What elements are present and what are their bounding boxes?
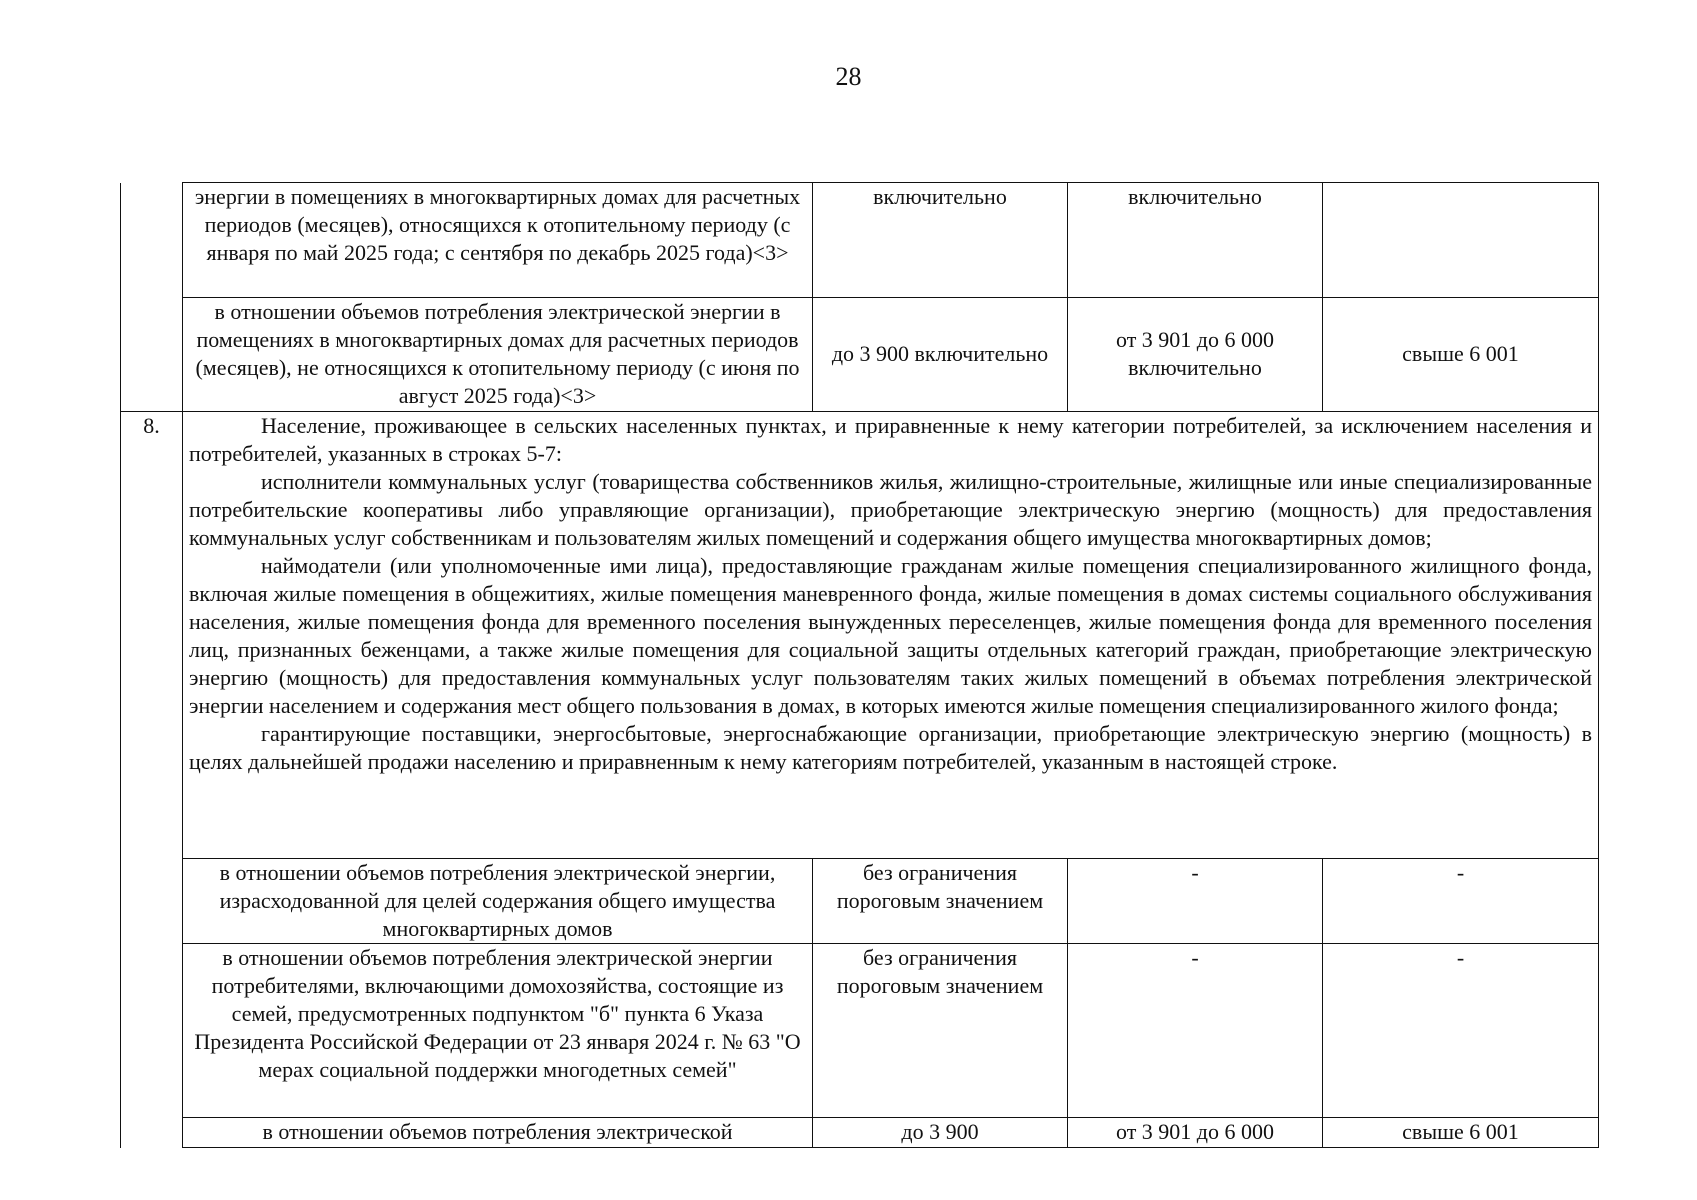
paragraph: гарантирующие поставщики, энергосбытовые, энергоснабжающие организации, приобретающие электрическую энергию (мощность) в целях дальнейшей продажи населению и приравненным к нему категориям потребителей, указанным в настоящей строке. [189,720,1592,774]
row-description: в отношении объемов потребления электрической энергии, израсходованной для целей содержания общего имущества многоквартирных домов [183,858,813,944]
table-row [121,297,1599,411]
table-row [121,944,1599,1117]
range-col-2: от 3 901 до 6 000 включительно [1068,297,1323,411]
row-description: в отношении объемов потребления электрической энергии в помещениях в многоквартирных домах для расчетных периодов (месяцев), не относящихся к отопительному периоду (с июня по август 2025 года)<3> [183,297,813,411]
range-col-3: - [1323,944,1599,1117]
table-row [121,1117,1599,1147]
range-col-3 [1323,183,1599,298]
table-row [121,183,1599,298]
page-number: 28 [835,62,862,91]
table-row [121,411,1599,858]
row-number-cell [121,1117,183,1147]
range-col-3: - [1323,858,1599,944]
range-col-1: без ограничения пороговым значением [813,858,1068,944]
row-number-cell [121,297,183,411]
range-col-1: до 3 900 включительно [813,297,1068,411]
range-col-3: свыше 6 001 [1323,1117,1599,1147]
paragraph: исполнители коммунальных услуг (товарищества собственников жилья, жилищно-строительные, жилищные или иные специализированные потребительские кооперативы либо управляющие организации), приобретающие электрическую энергию (мощность) для предоставления коммунальных услуг собственникам и пользователям жилых помещений и содержания общего имущества многоквартирных домов; [189,468,1592,550]
range-col-2: - [1068,944,1323,1117]
range-col-2: от 3 901 до 6 000 [1068,1117,1323,1147]
row-number-cell [121,183,183,298]
row-description: энергии в помещениях в многоквартирных домах для расчетных периодов (месяцев), относящихся к отопительному периоду (с января по май 2025 года; с сентября по декабрь 2025 года)<3> [183,183,813,298]
range-col-2: - [1068,858,1323,944]
row-number: 8. [121,411,183,858]
range-col-3: свыше 6 001 [1323,297,1599,411]
tariff-table [120,182,1599,1148]
range-col-1: включительно [813,183,1068,298]
range-col-2: включительно [1068,183,1323,298]
paragraph: Население, проживающее в сельских населенных пунктах, и приравненные к нему категории потребителей, за исключением населения и потребителей, указанных в строках 5-7: [189,412,1592,466]
table-row [121,858,1599,944]
paragraph: наймодатели (или уполномоченные ими лица), предоставляющие гражданам жилые помещения специализированного жилищного фонда, включая жилые помещения в общежитиях, жилые помещения маневренного фонда, жилые помещения в домах системы социального обслуживания населения, жилые помещения фонда для временного поселения вынужденных переселенцев, жилые помещения фонда для временного поселения лиц, признанных беженцами, а также жилые помещения для социальной защиты отдельных категорий граждан, приобретающие электрическую энергию (мощность) для предоставления коммунальных услуг пользователям таких жилых помещений в объемах потребления электрической энергии населением и содержания мест общего пользования в домах, в которых имеются жилые помещения специализированного жилого фонда; [189,552,1592,718]
range-col-1: до 3 900 [813,1117,1068,1147]
row-number-cell [121,944,183,1117]
row-description: в отношении объемов потребления электрической [183,1117,813,1147]
row-description: в отношении объемов потребления электрической энергии потребителями, включающими домохозяйства, состоящие из семей, предусмотренных подпунктом "б" пункта 6 Указа Президента Российской Федерации от 23 января 2024 г. № 63 "О мерах социальной поддержки многодетных семей" [183,944,813,1117]
row-8-description [183,411,1599,858]
row-number-cell [121,858,183,944]
range-col-1: без ограничения пороговым значением [813,944,1068,1117]
